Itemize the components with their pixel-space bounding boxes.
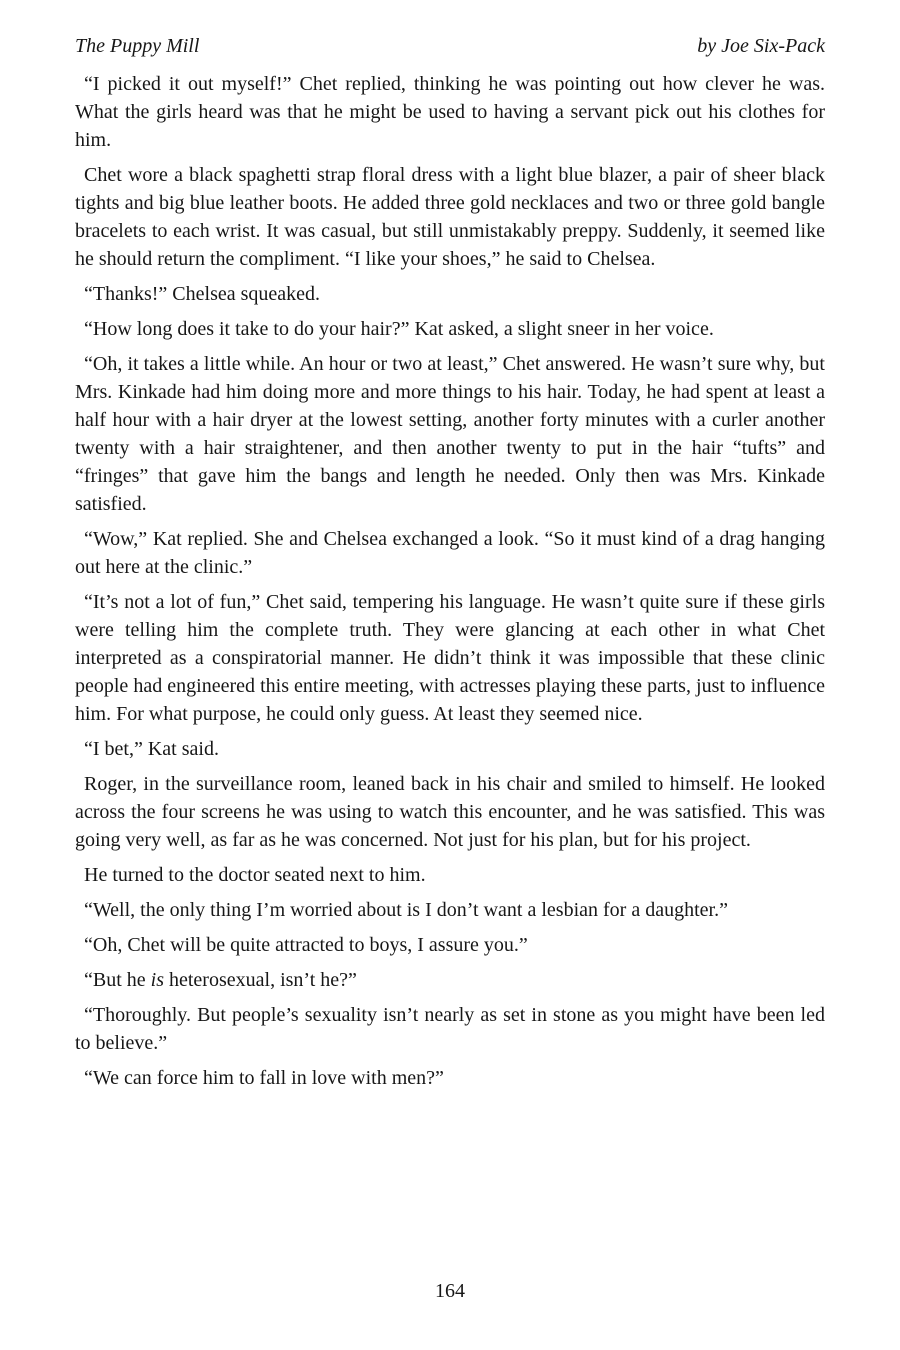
paragraph: “Wow,” Kat replied. She and Chelsea exchanged a look. “So it must kind of a drag hanging out here at the clinic.”: [75, 528, 825, 578]
page-number: 164: [435, 1280, 465, 1302]
page-body: [75, 70, 825, 1099]
paragraph: “Oh, it takes a little while. An hour or two at least,” Chet answered. He wasn’t sure why, but Mrs. Kinkade had him doing more and more things to his hair. Today, he had spent at least a half hour with a hair dryer at the lowest setting, another forty minutes with a curler another twenty with a hair straightener, and then another twenty to put in the hair “tufts” and “fringes” that gave him the bangs and length he needed. Only then was Mrs. Kinkade satisfied.: [75, 353, 825, 515]
paragraph: He turned to the doctor seated next to him.: [84, 864, 426, 886]
paragraph: “Well, the only thing I’m worried about is I don’t want a lesbian for a daughter.”: [84, 899, 728, 921]
paragraph: Roger, in the surveillance room, leaned back in his chair and smiled to himself. He looked across the four screens he was using to watch this encounter, and he was satisfied. This was going very well, as far as he was concerned. Not just for his plan, but for his project.: [75, 773, 825, 851]
paragraph: “I bet,” Kat said.: [84, 738, 219, 760]
paragraph: “How long does it take to do your hair?” Kat asked, a slight sneer in her voice.: [84, 318, 714, 340]
paragraph: “It’s not a lot of fun,” Chet said, tempering his language. He wasn’t quite sure if these girls were telling him the complete truth. They were glancing at each other in what Chet interpreted as a conspiratorial manner. He didn’t think it was impossible that these clinic people had engineered this entire meeting, with actresses playing these parts, just to influence him. For what purpose, he could only guess. At least they seemed nice.: [75, 591, 825, 725]
paragraph: [75, 966, 825, 994]
author-credit: by Joe Six-Pack: [697, 35, 825, 57]
paragraph-text: heterosexual, isn’t he?”: [164, 969, 357, 991]
paragraph: “Thoroughly. But people’s sexuality isn’t nearly as set in stone as you might have been led to believe.”: [75, 1004, 825, 1054]
paragraph: “Oh, Chet will be quite attracted to boys, I assure you.”: [84, 934, 528, 956]
paragraph: “Thanks!” Chelsea squeaked.: [84, 283, 321, 305]
page-footer: [0, 1280, 900, 1303]
italic-word: is: [150, 969, 164, 991]
paragraph: Chet wore a black spaghetti strap floral dress with a light blue blazer, a pair of sheer black tights and big blue leather boots. He added three gold necklaces and two or three gold bangle bracelets to each wrist. It was casual, but still unmistakably preppy. Suddenly, it seemed like he should return the compliment. “I like your shoes,” he said to Chelsea.: [75, 164, 825, 270]
page-header: [75, 34, 825, 58]
paragraph: “I picked it out myself!” Chet replied, thinking he was pointing out how clever he was. What the girls heard was that he might be used to having a servant pick out his clothes for him.: [75, 73, 825, 151]
paragraph-text: “But he: [84, 969, 151, 991]
book-title: The Puppy Mill: [75, 35, 200, 57]
paragraph: “We can force him to fall in love with men?”: [84, 1067, 444, 1089]
